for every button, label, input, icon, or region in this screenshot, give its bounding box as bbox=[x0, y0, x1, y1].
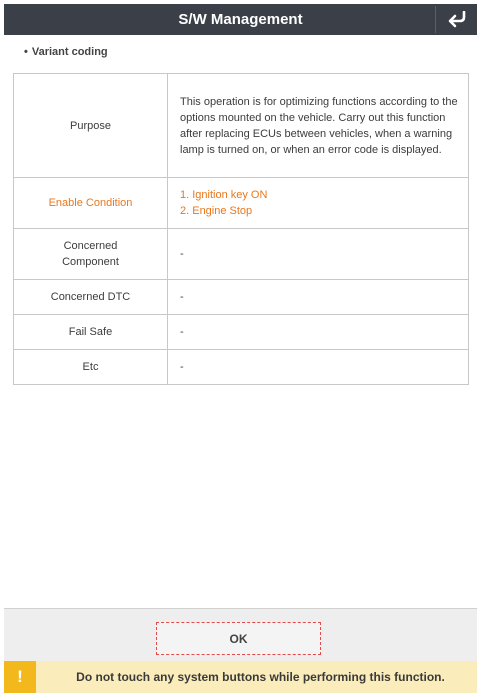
condition-line: 1. Ignition key ON bbox=[180, 189, 268, 201]
section-heading bbox=[24, 46, 108, 58]
warning-icon: ! bbox=[4, 661, 36, 693]
row-label: Etc bbox=[14, 350, 168, 385]
table-row-concerned-dtc bbox=[14, 280, 469, 315]
button-bar bbox=[4, 608, 477, 662]
row-value: - bbox=[168, 315, 469, 350]
row-value: - bbox=[168, 350, 469, 385]
row-label bbox=[14, 229, 168, 280]
return-arrow-icon bbox=[447, 11, 467, 28]
notice-text: Do not touch any system buttons while performing this function. bbox=[76, 670, 445, 684]
condition-line: 2. Engine Stop bbox=[180, 205, 253, 217]
row-label: Purpose bbox=[14, 74, 168, 178]
row-value: - bbox=[168, 229, 469, 280]
row-value: This operation is for optimizing functions according to the options mounted on the vehicle. Carry out this function after replacing ECUs between vehicles, when a warning lamp is turned on, or when an error code is displayed. bbox=[168, 74, 469, 178]
label-line: Component bbox=[62, 256, 119, 268]
page-title: S/W Management bbox=[178, 11, 303, 28]
app-window bbox=[4, 4, 477, 693]
header-bar bbox=[4, 4, 477, 35]
table-row-purpose bbox=[14, 74, 469, 178]
info-table bbox=[13, 73, 469, 385]
section-title: Variant coding bbox=[31, 46, 108, 58]
ok-button[interactable]: OK bbox=[156, 622, 321, 655]
table-row-fail-safe bbox=[14, 315, 469, 350]
row-label: Concerned DTC bbox=[14, 280, 168, 315]
back-button[interactable] bbox=[436, 4, 477, 35]
table-row-concerned-component bbox=[14, 229, 469, 280]
row-label: Fail Safe bbox=[14, 315, 168, 350]
row-label: Enable Condition bbox=[14, 178, 168, 229]
row-value: - bbox=[168, 280, 469, 315]
notice-bar bbox=[4, 661, 477, 693]
table-row-enable-condition bbox=[14, 178, 469, 229]
section-bullet: • bbox=[24, 46, 28, 58]
label-line: Concerned bbox=[63, 240, 118, 252]
row-value bbox=[168, 178, 469, 229]
table-row-etc bbox=[14, 350, 469, 385]
